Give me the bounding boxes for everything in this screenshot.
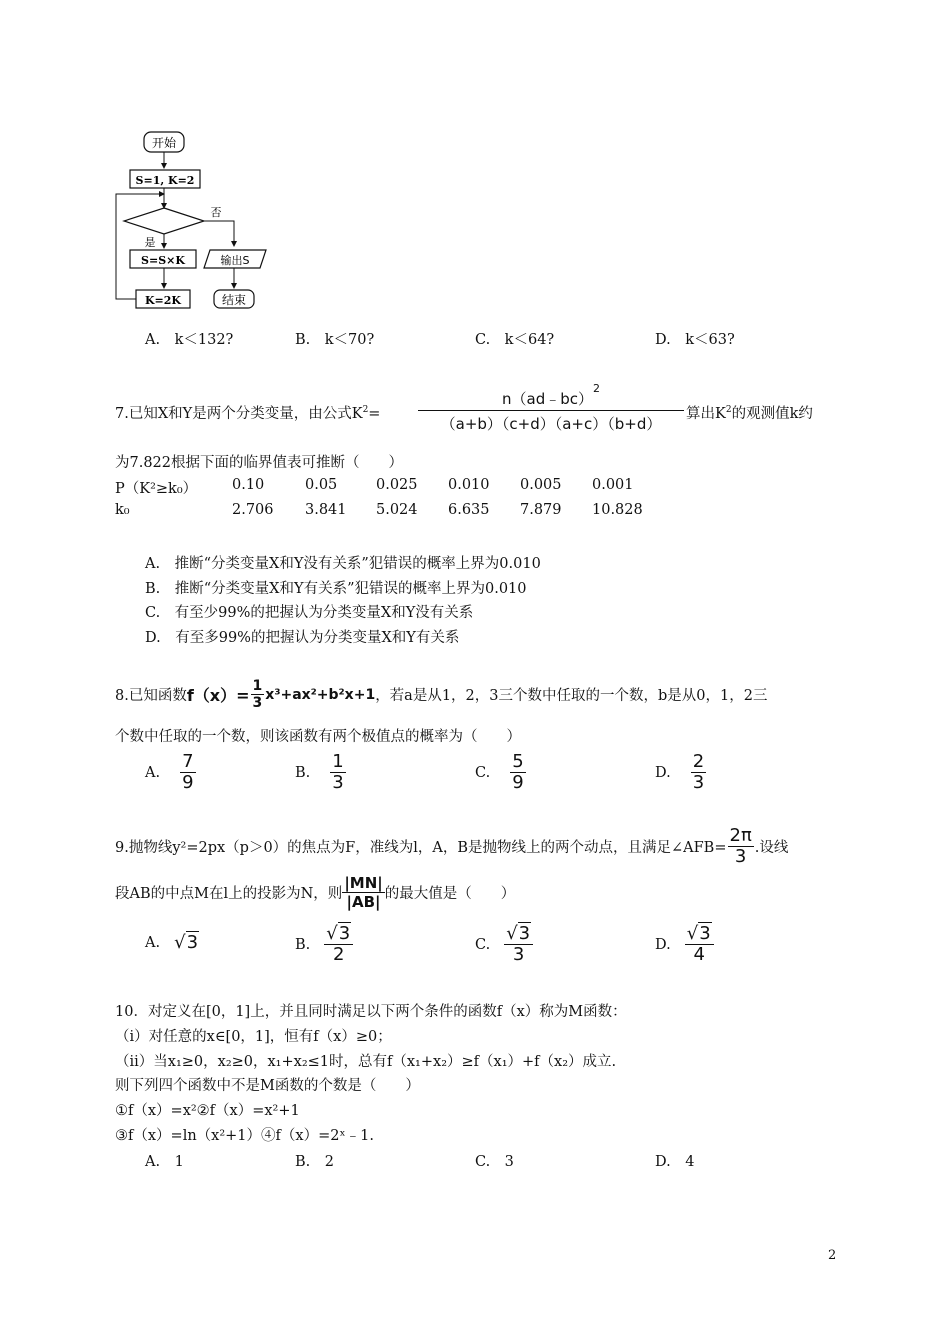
q7-table-row1-label: P（K²≥k₀） [115, 481, 198, 497]
q7-table-row2-c4: 6.635 [448, 502, 490, 518]
q10-option-d: D. 4 [655, 1154, 695, 1170]
q8-option-d: D. $\frac{2}{3}$ [655, 751, 705, 793]
page-number: 2 [828, 1248, 837, 1263]
q7-option-d: D. 有至多99%的把握认为分类变量X和Y有关系 [145, 630, 460, 646]
flow-decision-diamond [124, 208, 204, 234]
flow-multiply-label: S=S×K [141, 254, 185, 267]
flow-output-label: 输出S [220, 254, 250, 267]
q10-option-b: B. 2 [295, 1154, 334, 1170]
q6-option-a: A. k＜132? [145, 332, 234, 348]
q10-line6: ③f（x）=ln（x²+1）④f（x）=2ˣ﹣1. [115, 1128, 374, 1144]
flow-start-label: 开始 [151, 136, 177, 150]
q7-table-row1-c5: 0.005 [520, 477, 562, 493]
q10-line4: 则下列四个函数中不是M函数的个数是（ ） [115, 1078, 420, 1094]
q8-line2: 个数中任取的一个数，则该函数有两个极值点的概率为（ ） [115, 729, 521, 745]
q7-table-row1-c4: 0.010 [448, 477, 490, 493]
q6-option-d: D. k＜63? [655, 332, 735, 348]
q10-line3: （ii）当x₁≥0，x₂≥0，x₁+x₂≤1时，总有f（x₁+x₂）≥f（x₁）+f（x₂）成立. [115, 1054, 617, 1070]
q9-option-a: A. √3 [145, 932, 199, 953]
q10-line5: ①f（x）=x²②f（x）=x²+1 [115, 1103, 300, 1119]
q7-after-formula: 算出$K^2$的观测值k约 [686, 405, 813, 422]
flow-end-label: 结束 [221, 293, 247, 307]
q7-option-c: C. 有至少99%的把握认为分类变量X和Y没有关系 [145, 605, 474, 621]
q7-table-row2-label: k₀ [115, 502, 130, 518]
q7-table-row1-c1: 0.10 [232, 477, 265, 493]
q7-formula: n（ad﹣bc）$^2$ （a+b）（c+d）（a+c）（b+d） [418, 388, 684, 434]
q6-option-c: C. k＜64? [475, 332, 555, 348]
q7-table-row1-c2: 0.05 [305, 477, 338, 493]
q7-option-b: B. 推断“分类变量X和Y有关系”犯错误的概率上界为0.010 [145, 581, 527, 597]
q10-option-a: A. 1 [145, 1154, 184, 1170]
q7-table-row2-c5: 7.879 [520, 502, 562, 518]
q7-option-a: A. 推断“分类变量X和Y没有关系”犯错误的概率上界为0.010 [145, 556, 541, 572]
q7-line2: 为7.822根据下面的临界值表可推断（ ） [115, 455, 404, 471]
q7-table-row2-c1: 2.706 [232, 502, 274, 518]
q9-option-b: B. $\frac{√3}{2}$ [295, 924, 353, 965]
q7-table-row2-c2: 3.841 [305, 502, 347, 518]
q8-line1: 8.已知函数 f（x）= $\frac{1}{3}$ x³+ax²+b²x+1 ，若a是从1，2，3三个数中任取的一个数，b是从0，1，2三 [115, 678, 768, 711]
q8-option-c: C. $\frac{5}{9}$ [475, 751, 524, 793]
q10-line2: （i）对任意的x∈[0，1]，恒有f（x）≥0； [115, 1029, 392, 1045]
q7-table-row1-c3: 0.025 [376, 477, 418, 493]
q7-table-row2-c3: 5.024 [376, 502, 418, 518]
q9-option-d: D. $\frac{√3}{4}$ [655, 924, 714, 965]
flow-init-label: S=1, K=2 [135, 174, 195, 187]
q7-table-row2-c6: 10.828 [592, 502, 643, 518]
q8-option-a: A. $\frac{7}{9}$ [145, 751, 194, 793]
q7-intro: 7.已知X和Y是两个分类变量，由公式$K^2=$ [115, 405, 381, 422]
q10-option-c: C. 3 [475, 1154, 514, 1170]
q10-line1: 10．对定义在[0，1]上，并且同时满足以下两个条件的函数f（x）称为M函数： [115, 1004, 627, 1020]
q8-option-b: B. $\frac{1}{3}$ [295, 751, 344, 793]
flow-no-label: 否 [210, 206, 222, 219]
flow-yes-label: 是 [144, 236, 156, 249]
q6-option-b: B. k＜70? [295, 332, 375, 348]
flow-double-label: K=2K [145, 294, 181, 307]
q9-line2: 段AB的中点M在l上的投影为N，则 $\frac{|MN|}{|AB|}$ 的最大值是（ ） [115, 874, 516, 911]
q9-line1: 9.抛物线y²=2px（p＞0）的焦点为F，准线为l，A，B是抛物线上的两个动点，且满足∠AFB= $\frac{2\pi}{3}$ .设线 [115, 825, 789, 867]
flowchart [110, 128, 290, 323]
q9-option-c: C. $\frac{√3}{3}$ [475, 924, 533, 965]
q7-table-row1-c6: 0.001 [592, 477, 634, 493]
